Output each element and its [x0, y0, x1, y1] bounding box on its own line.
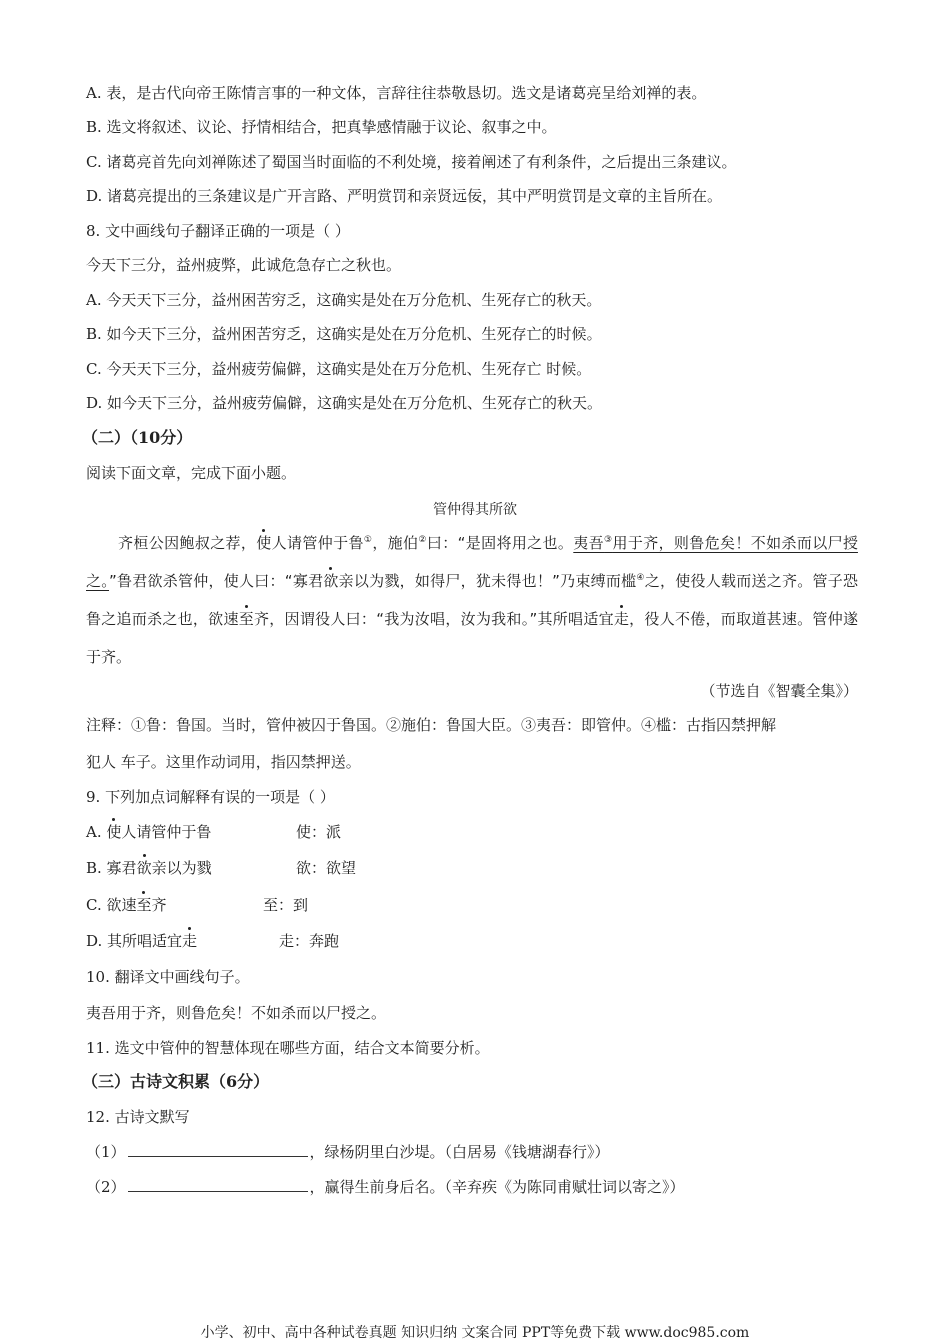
- notes-line-2: 犯人 车子。这里作动词用，指囚禁押送。: [86, 753, 361, 771]
- q7-option-a: A. 表，是古代向帝王陈情言事的一种文体，言辞往往恭敬恳切。选文是诸葛亮呈给刘禅的表。: [86, 84, 707, 102]
- section2-instruction: 阅读下面文章，完成下面小题。: [86, 464, 297, 482]
- q9-option-c: C. 欲速至齐 至：到: [86, 896, 309, 914]
- q9-option-b: B. 寡君欲亲以为戮 欲：欲望: [86, 859, 357, 877]
- q8-sentence: 今天下三分，益州疲弊，此诚危急存亡之秋也。: [86, 256, 402, 274]
- notes-line-1: 注释：①鲁：鲁国。当时，管仲被囚于鲁国。②施伯：鲁国大臣。③夷吾：即管仲。④槛：古指囚禁押解: [86, 716, 777, 734]
- dotted-char: 至: [238, 610, 255, 628]
- underlined-sentence: 夷吾③用于齐，则鲁危矣！不如杀而以尸授之。: [86, 534, 858, 590]
- q9-option-d: D. 其所唱适宜走 走：奔跑: [86, 932, 340, 950]
- q7-option-d: D. 诸葛亮提出的三条建议是广开言路、严明赏罚和亲贤远佞，其中严明赏罚是文章的主旨所在。: [86, 187, 723, 205]
- q10-stem: 10. 翻译文中画线句子。: [86, 968, 250, 986]
- q9-option-a: A. 使人请管仲于鲁 使：派: [86, 823, 342, 841]
- q8-option-a: A. 今天天下三分，益州困苦穷乏，这确实是处在万分危机、生死存亡的秋天。: [86, 291, 602, 309]
- q8-option-b: B. 如今天下三分，益州困苦穷乏，这确实是处在万分危机、生死存亡的时候。: [86, 325, 602, 343]
- q7-option-c: C. 诸葛亮首先向刘禅陈述了蜀国当时面临的不利处境，接着阐述了有利条件，之后提出三条建议。: [86, 153, 737, 171]
- q12-item-1: （1） ，绿杨阴里白沙堤。（白居易《钱塘湖春行》）: [86, 1143, 610, 1161]
- page-footer: 小学、初中、高中各种试卷真题 知识归纳 文案合同 PPT等免费下载 www.doc985.com: [200, 1325, 750, 1341]
- q10-sentence: 夷吾用于齐，则鲁危矣！不如杀而以尸授之。: [86, 1004, 387, 1022]
- dotted-char: 走: [613, 610, 630, 628]
- q7-option-b: B. 选文将叙述、议论、抒情相结合，把真挚感情融于议论、叙事之中。: [86, 118, 557, 136]
- section2-heading: （二）（10分）: [82, 428, 193, 447]
- q8-option-d: D. 如今天下三分，益州疲劳偏僻，这确实是处在万分危机、生死存亡的秋天。: [86, 394, 603, 412]
- q9-stem: 9. 下列加点词解释有误的一项是（ ）: [86, 788, 335, 806]
- answer-blank[interactable]: [128, 1142, 308, 1157]
- passage-text: 齐桓公因鲍叔之荐，使人请管仲于鲁①，施伯②曰：“是固将用之也。夷吾③用于齐，则鲁危矣！不如杀而以尸授之。”鲁君欲杀管仲，使人曰：“寡君欲亲以为戮，如得尸，犹未得也！”乃束缚而槛④之，使役人载而送之齐。管子恐鲁之追而杀之也，欲速至齐，因谓役人曰：“我为汝唱，汝为我和。”其所唱适宜走，役人不倦，而取道甚速。管仲遂于齐。: [86, 534, 858, 666]
- q8-stem: 8. 文中画线句子翻译正确的一项是（ ）: [86, 222, 350, 240]
- passage-title: 管仲得其所欲: [433, 502, 517, 518]
- q8-option-c: C. 今天天下三分，益州疲劳偏僻，这确实是处在万分危机、生死存亡 时候。: [86, 360, 592, 378]
- q12-item-2: （2） ，赢得生前身后名。（辛弃疾《为陈同甫赋壮词以寄之》）: [86, 1178, 685, 1196]
- answer-blank[interactable]: [128, 1177, 308, 1192]
- q12-stem: 12. 古诗文默写: [86, 1108, 190, 1126]
- dotted-char: 使: [256, 534, 272, 552]
- dotted-char: 欲: [323, 572, 339, 590]
- passage-source: （节选自《智囊全集》）: [700, 682, 858, 700]
- q11-stem: 11. 选文中管仲的智慧体现在哪些方面，结合文本简要分析。: [86, 1039, 490, 1057]
- section3-heading: （三）古诗文积累（6分）: [82, 1072, 270, 1091]
